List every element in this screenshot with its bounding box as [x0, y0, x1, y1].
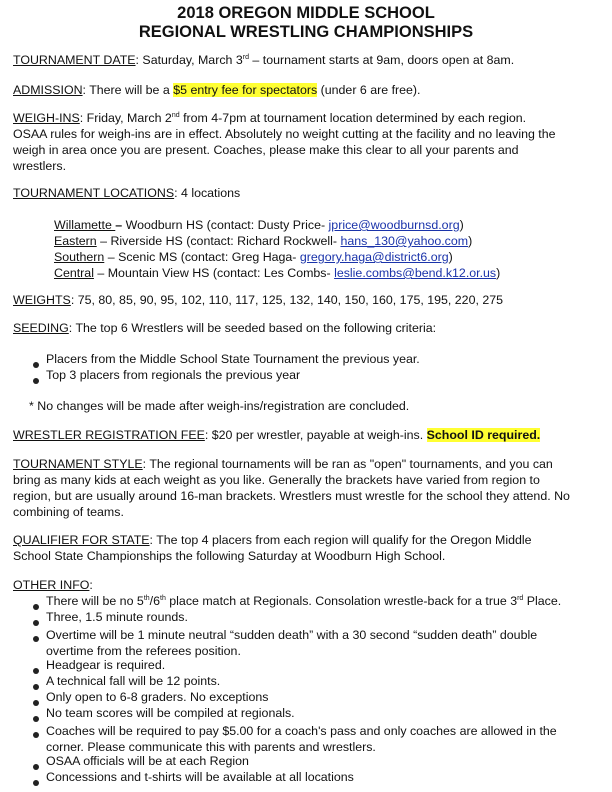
other-info-label: OTHER INFO	[13, 578, 90, 592]
admission-text: : There will be a	[82, 83, 174, 97]
title-line-1: 2018 OREGON MIDDLE SCHOOL	[177, 4, 435, 22]
seeding-criterion: Placers from the Middle School State Tournament the previous year.	[46, 352, 420, 366]
bullet-icon	[33, 636, 39, 642]
paren: )	[468, 234, 473, 248]
bullet-icon	[33, 764, 39, 770]
bullet-icon	[33, 378, 39, 384]
location-item	[54, 249, 500, 265]
text: Coaches will be required to pay $5.00 for a coach's pass and only coaches are allowed in the	[46, 724, 557, 738]
other-info-item	[46, 723, 557, 755]
qualifier-line-2: School State Championships the following Saturday at Woodburn High School.	[13, 549, 446, 563]
weigh-ins-line-4: wrestlers.	[13, 159, 67, 173]
locations-list	[54, 217, 500, 281]
registration-fee-label: WRESTLER REGISTRATION FEE	[13, 428, 205, 442]
qualifier-label: QUALIFIER FOR STATE	[13, 533, 150, 547]
text: Overtime will be 1 minute neutral “sudden death” with a 30 second “sudden death” double	[46, 628, 538, 642]
paren: )	[459, 218, 464, 232]
tournament-date	[13, 53, 514, 67]
superscript: nd	[171, 112, 180, 119]
region-name: Eastern	[54, 234, 97, 248]
separator: –	[96, 234, 111, 248]
style-label: TOURNAMENT STYLE	[13, 457, 143, 471]
bullet-icon	[33, 716, 39, 722]
superscript: rd	[517, 595, 524, 602]
paren: )	[448, 250, 453, 264]
registration-fee-text: : $20 per wrestler, payable at weigh-ins.	[204, 428, 427, 442]
colon: :	[89, 578, 93, 592]
other-info-item: Only open to 6-8 graders. No exceptions	[46, 690, 269, 704]
superscript: th	[160, 595, 166, 602]
email-link[interactable]: jprice@woodburnsd.org	[328, 218, 460, 232]
bullet-icon	[33, 700, 39, 706]
other-info-item: Headgear is required.	[46, 658, 166, 672]
title-line-2: REGIONAL WRESTLING CHAMPIONSHIPS	[138, 23, 474, 41]
other-info-item	[46, 594, 561, 608]
text: corner. Please communicate this with parents and wrestlers.	[46, 740, 376, 754]
text: /6	[149, 594, 160, 608]
locations-heading	[13, 186, 240, 200]
style-line-1: : The regional tournaments will be ran as "open" tournaments, and you can	[142, 457, 553, 471]
other-info-item: OSAA officials will be at each Region	[46, 754, 249, 768]
bullet-icon	[33, 604, 39, 610]
location-item	[54, 265, 500, 281]
site: Riverside HS (contact: Richard Rockwell-	[110, 234, 341, 248]
style-line-2: bring as many kids at each weight as you like. Generally the brackets have varied from region to	[13, 473, 540, 487]
region-name: Central	[54, 266, 94, 280]
locations-text: : 4 locations	[174, 186, 241, 200]
bullet-icon	[33, 732, 39, 738]
seeding	[13, 321, 436, 335]
seeding-note: * No changes will be made after weigh-ins/registration are concluded.	[29, 399, 410, 413]
qualifier-line-1: : The top 4 placers from each region will qualify for the Oregon Middle	[149, 533, 532, 547]
superscript: th	[143, 595, 150, 602]
separator: –	[104, 250, 119, 264]
locations-label: TOURNAMENT LOCATIONS	[13, 186, 175, 200]
admission-label: ADMISSION	[13, 83, 83, 97]
paren: )	[496, 266, 501, 280]
weigh-ins-text: : Friday, March 2	[79, 111, 172, 125]
bullet-icon	[33, 684, 39, 690]
tournament-style	[13, 456, 570, 520]
bullet-icon	[33, 362, 39, 368]
site: Scenic MS (contact: Greg Haga-	[118, 250, 300, 264]
other-info-item: Three, 1.5 minute rounds.	[46, 610, 188, 624]
registration-fee	[13, 428, 540, 442]
bullet-icon	[33, 668, 39, 674]
region-name: Willamette	[54, 218, 116, 232]
seeding-label: SEEDING	[13, 321, 69, 335]
email-link[interactable]: hans_130@yahoo.com	[340, 234, 469, 248]
other-info-heading	[13, 578, 93, 592]
tournament-date-text-end: – tournament starts at 9am, doors open at 8am.	[248, 53, 515, 67]
style-line-3: region, but are usually around 16-man brackets. Wrestlers must wrestle for the school they attend. No	[13, 489, 570, 503]
weights	[13, 293, 503, 307]
superscript: rd	[242, 54, 249, 61]
other-info-item	[46, 627, 537, 659]
bullet-icon	[33, 620, 39, 626]
region-name: Southern	[54, 250, 105, 264]
bullet-icon	[33, 780, 39, 786]
other-info-item: No team scores will be compiled at regionals.	[46, 706, 295, 720]
seeding-text: : The top 6 Wrestlers will be seeded based on the following criteria:	[68, 321, 437, 335]
weigh-ins	[13, 110, 556, 174]
weigh-ins-label: WEIGH-INS	[13, 111, 80, 125]
admission-text-end: (under 6 are free).	[317, 83, 421, 97]
weigh-ins-line-2: OSAA rules for weigh-ins are in effect. Absolutely no weight cutting at the facility and no leaving the	[13, 127, 556, 141]
other-info-item: A technical fall will be 12 points.	[46, 674, 221, 688]
location-item	[54, 233, 500, 249]
qualifier	[13, 532, 532, 564]
weigh-ins-text-end: from 4-7pm at tournament location determined by each region.	[179, 111, 527, 125]
admission	[13, 83, 421, 97]
email-link[interactable]: gregory.haga@district6.org	[299, 250, 449, 264]
weights-text: : 75, 80, 85, 90, 95, 102, 110, 117, 125, 132, 140, 150, 160, 175, 195, 220, 275	[70, 293, 504, 307]
registration-fee-highlight: School ID required.	[426, 428, 541, 442]
text: place match at Regionals. Consolation wrestle-back for a true 3	[165, 594, 518, 608]
tournament-date-label: TOURNAMENT DATE	[13, 53, 136, 67]
text: overtime from the referees position.	[46, 644, 241, 658]
site: Mountain View HS (contact: Les Combs-	[107, 266, 335, 280]
other-info-item: Concessions and t-shirts will be available at all locations	[46, 770, 354, 784]
weigh-ins-line-3: weigh in area once you are present. Coaches, please make this clear to all your parents and	[13, 143, 519, 157]
text: There will be no 5	[46, 594, 144, 608]
style-line-4: combining of teams.	[13, 505, 124, 519]
separator: –	[93, 266, 108, 280]
admission-highlight: $5 entry fee for spectators	[173, 83, 318, 97]
text: Place.	[523, 594, 562, 608]
seeding-criterion: Top 3 placers from regionals the previous year	[46, 368, 301, 382]
weights-label: WEIGHTS	[13, 293, 71, 307]
location-item	[54, 217, 500, 233]
tournament-date-text: : Saturday, March 3	[135, 53, 243, 67]
site: Woodburn HS (contact: Dusty Price-	[125, 218, 329, 232]
email-link[interactable]: leslie.combs@bend.k12.or.us	[334, 266, 497, 280]
separator: –	[115, 218, 126, 232]
